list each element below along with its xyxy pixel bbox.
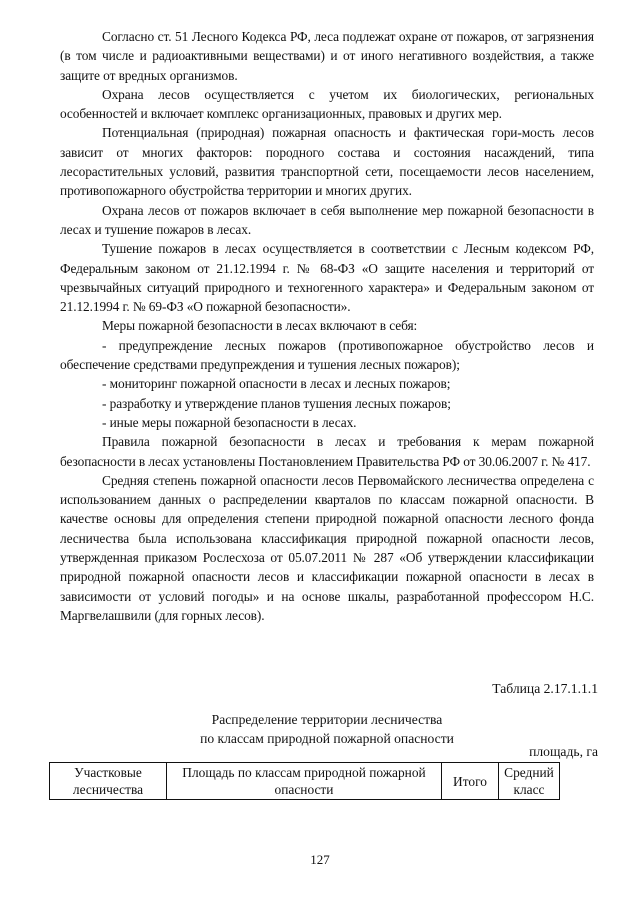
paragraph: Потенциальная (природная) пожарная опасность и фактическая гори-мость лесов зависит от многих факторов: породного состава и состояния насаждений, типа лесорастительных условий, развития транспортной сети, посещаемости лесов населением, противопожарного обустройства территории и многих других. [60, 125, 594, 199]
list-item: - предупреждение лесных пожаров (противопожарное обустройство лесов и обеспечение средствами предупреждения и тушения лесных пожаров); [60, 337, 594, 373]
table-caption [60, 710, 594, 748]
page-number: 127 [310, 852, 330, 867]
list-item: - иные меры пожарной безопасности в лесах. [102, 414, 357, 430]
paragraph: Согласно ст. 51 Лесного Кодекса РФ, леса подлежат охране от пожаров, от загрязнения (в том числе и радиоактивными веществами) и от иного негативного воздействия, а также защите от вредных организмов. [60, 29, 594, 83]
table-header-cell: Участковые лесничества [50, 763, 167, 800]
table-units: площадь, га [529, 744, 598, 759]
body-text [60, 27, 594, 625]
paragraph: Охрана лесов от пожаров включает в себя выполнение мер пожарной безопасности в лесах и тушение пожаров в лесах. [60, 202, 594, 237]
paragraph: Тушение пожаров в лесах осуществляется в соответствии с Лесным кодексом РФ, Федеральным законом от 21.12.1994 г. № 68-ФЗ «О защите населения и территорий от чрезвычайных ситуаций природного и техногенного характера» и Федеральным законом от 21.12.1994 г. № 69-ФЗ «О пожарной безопасности». [60, 241, 594, 315]
data-table [49, 762, 560, 800]
paragraph: Средняя степень пожарной опасности лесов Первомайского лесничества определена с использованием данных о распределении кварталов по классам пожарной опасности. В качестве основы для определения степени природной пожарной опасности лесного фонда лесничества была использована классификация природной пожарной опасности лесов, утвержденная приказом Рослесхоза от 05.07.2011 № 287 «Об утверждении классификации природной пожарной опасности лесов и классификации пожарной опасности в лесах в зависимости от условий погоды» и на основе шкалы, разработанной профессором Н.С. Маргвелашвили (для горных лесов). [60, 472, 594, 623]
list-item: - мониторинг пожарной опасности в лесах и лесных пожаров; [102, 376, 451, 392]
paragraph: Охрана лесов осуществляется с учетом их биологических, региональных особенностей и включает комплекс организационных, правовых и других мер. [60, 86, 594, 122]
table-number: Таблица 2.17.1.1.1 [492, 681, 598, 696]
paragraph: Меры пожарной безопасности в лесах включают в себя: [102, 318, 418, 334]
table-header-cell: Итого [442, 763, 499, 800]
table-header-cell: Средний класс [499, 763, 560, 800]
table-header-row [50, 763, 560, 800]
table-caption-line: по классам природной пожарной опасности [200, 731, 454, 746]
list-item: - разработку и утверждение планов тушения лесных пожаров; [102, 395, 451, 411]
table-caption-line: Распределение территории лесничества [211, 712, 443, 727]
paragraph: Правила пожарной безопасности в лесах и требования к мерам пожарной безопасности в лесах установлены Постановлением Правительства РФ от 30.06.2007 г. № 417. [60, 434, 594, 469]
table-header-cell: Площадь по классам природной пожарной опасности [167, 763, 442, 800]
